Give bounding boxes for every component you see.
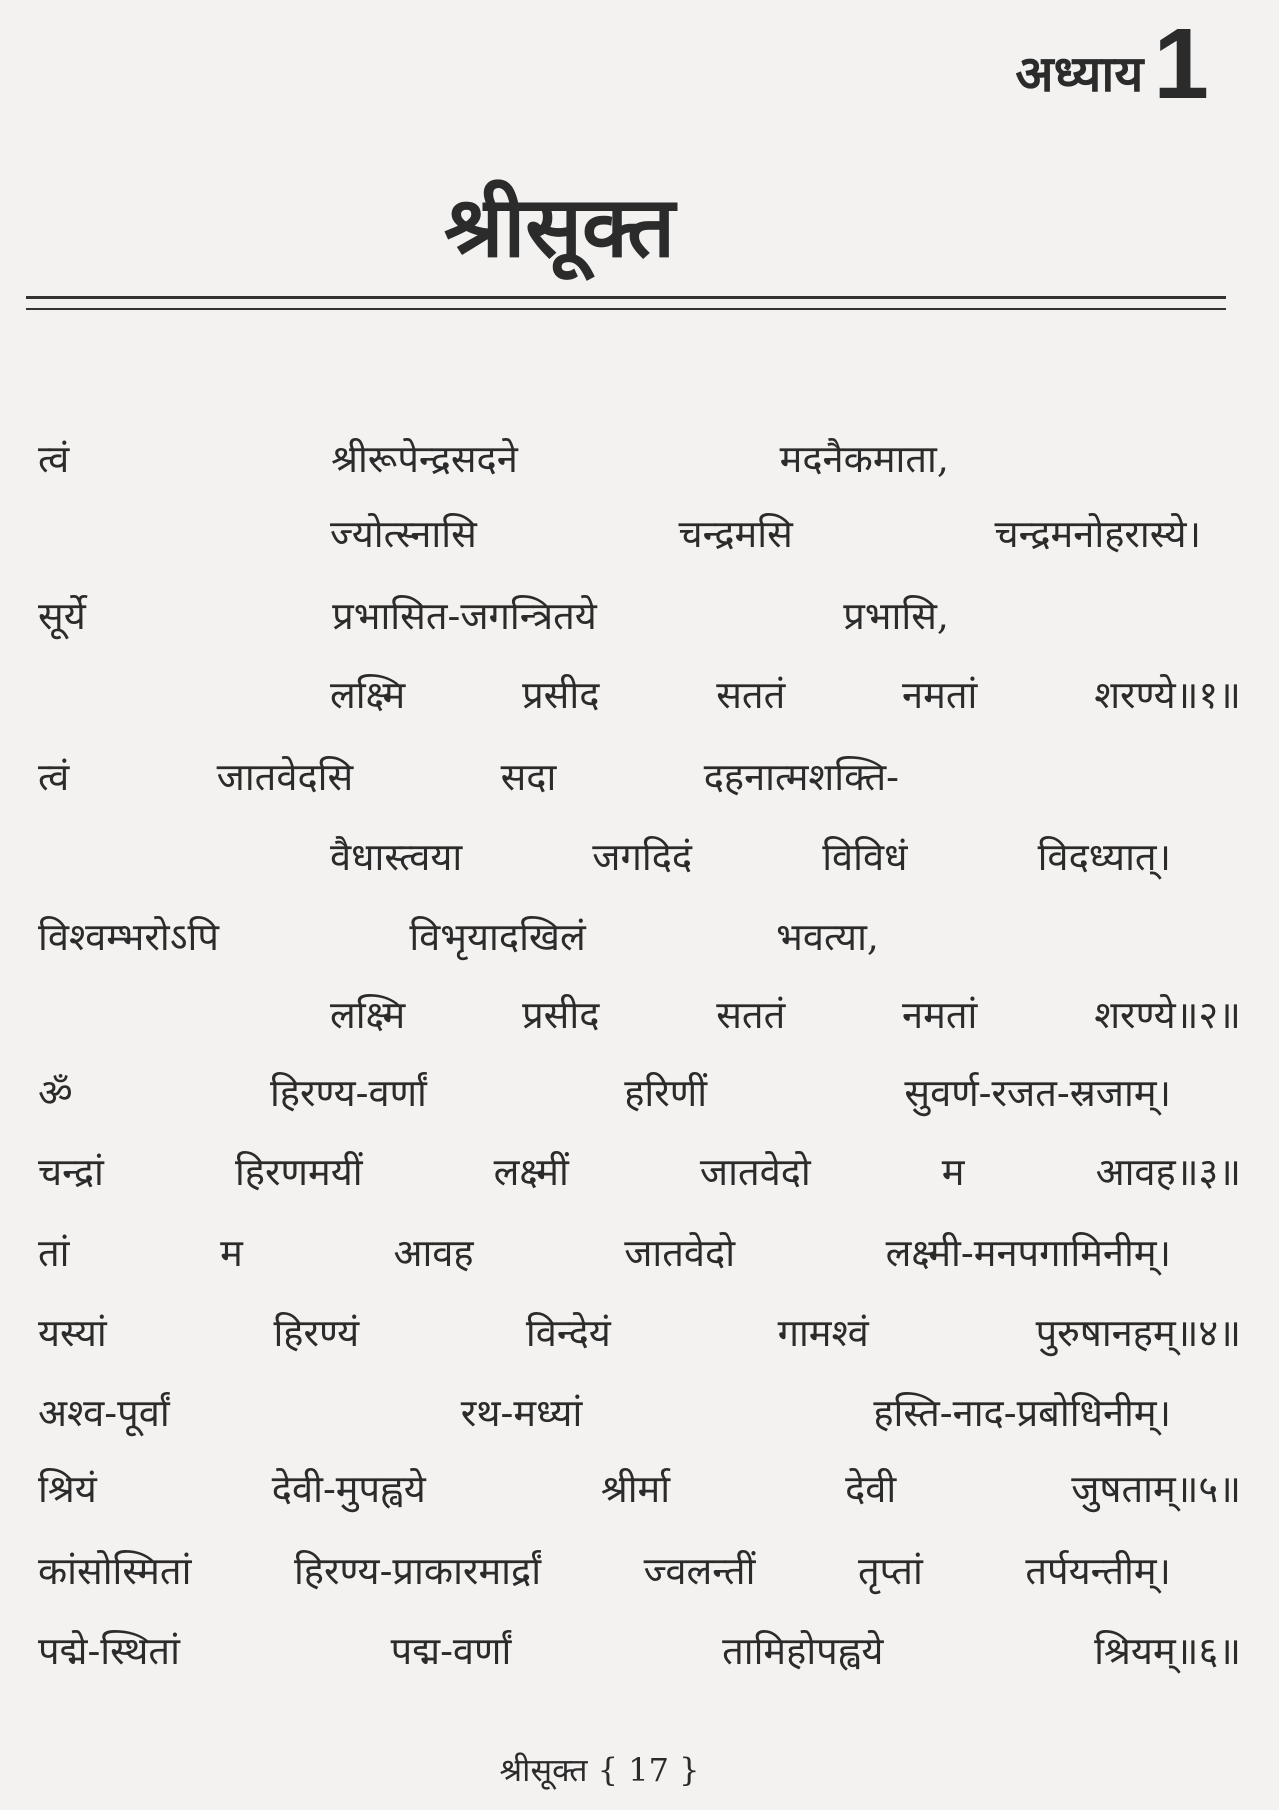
verse-line bbox=[38, 1549, 1171, 1593]
verse-word: म bbox=[941, 1150, 965, 1194]
verse-word: गामश्वं bbox=[777, 1311, 869, 1355]
verse-word: त्वं bbox=[38, 755, 70, 799]
chapter-number: 1 bbox=[1153, 8, 1209, 120]
verse-word: विविधं bbox=[822, 835, 908, 879]
verse-word: लक्ष्मीं bbox=[493, 1150, 569, 1194]
verse-word: तर्पयन्तीम्। bbox=[1025, 1549, 1171, 1593]
verse-word: वैधास्त्वया bbox=[330, 835, 463, 879]
verse-word: विदध्यात्। bbox=[1037, 835, 1171, 879]
verse-word: शरण्ये॥१॥ bbox=[1094, 673, 1241, 717]
verse-word: हरिणीं bbox=[624, 1071, 708, 1115]
verse-word: विभृयादखिलं bbox=[409, 915, 586, 959]
verse-line bbox=[38, 915, 879, 959]
verse-word: मदनैकमाता, bbox=[779, 437, 949, 481]
verse-line bbox=[38, 1467, 1241, 1511]
verse-word: श्रीर्मा bbox=[600, 1467, 671, 1511]
verse-word: हिरण्य-वर्णां bbox=[269, 1071, 427, 1115]
verse-word: यस्यां bbox=[38, 1311, 107, 1355]
page-footer bbox=[0, 1748, 1239, 1791]
verse-word: आवह॥३॥ bbox=[1095, 1150, 1241, 1194]
verse-line bbox=[38, 1071, 1171, 1115]
verse-word: ज्योत्स्नासि bbox=[330, 512, 477, 556]
verse-line bbox=[38, 1311, 1241, 1355]
verse-word: श्रियं bbox=[38, 1467, 97, 1511]
verse-line bbox=[330, 512, 1201, 556]
verse-word: नमतां bbox=[902, 673, 978, 717]
verse-word: देवी bbox=[845, 1467, 897, 1511]
verse-word: सदा bbox=[500, 755, 557, 799]
verse-word: तामिहोपह्वये bbox=[722, 1629, 884, 1673]
verse-word: चन्द्रमसि bbox=[678, 512, 793, 556]
page-number: { 17 } bbox=[597, 1751, 700, 1789]
verse-word: भवत्या, bbox=[776, 915, 879, 959]
verse-word: दहनात्मशक्ति- bbox=[703, 755, 899, 799]
verse-word: पद्म-वर्णां bbox=[390, 1629, 512, 1673]
verse-line bbox=[38, 1150, 1241, 1194]
verse-word: म bbox=[220, 1231, 243, 1275]
verse-line bbox=[38, 594, 949, 638]
verse-line bbox=[330, 993, 1241, 1037]
verse-word: हस्ति-नाद-प्रबोधिनीम्। bbox=[873, 1391, 1171, 1435]
verse-word: ॐ bbox=[38, 1071, 73, 1115]
verse-word: चन्द्रमनोहरास्ये। bbox=[994, 512, 1201, 556]
verse-word: कांसोस्मितां bbox=[38, 1549, 192, 1593]
verse-word: लक्ष्मि bbox=[330, 673, 406, 717]
verse-line bbox=[38, 1629, 1241, 1673]
verse-word: प्रसीद bbox=[522, 993, 600, 1037]
verse-line bbox=[38, 1231, 1171, 1275]
verse-word: हिरणमयीं bbox=[234, 1150, 363, 1194]
verse-word: जुषताम्॥५॥ bbox=[1071, 1467, 1241, 1511]
verse-word: नमतां bbox=[902, 993, 978, 1037]
verse-word: श्रियम्॥६॥ bbox=[1094, 1629, 1241, 1673]
verse-word: सुवर्ण-रजत-स्रजाम्। bbox=[904, 1071, 1171, 1115]
verse-word: त्वं bbox=[38, 437, 70, 481]
verse-word: सततं bbox=[716, 993, 786, 1037]
verse-word: जातवेदसि bbox=[216, 755, 354, 799]
verse-word: सूर्ये bbox=[38, 594, 86, 638]
footer-title: श्रीसूक्त bbox=[499, 1751, 588, 1789]
verse-word: प्रभासि, bbox=[843, 594, 949, 638]
verse-word: लक्ष्मि bbox=[330, 993, 406, 1037]
title-rule-thick bbox=[26, 296, 1226, 299]
verse-word: ज्वलन्तीं bbox=[643, 1549, 756, 1593]
chapter-header bbox=[1015, 8, 1209, 120]
verse-word: विश्वम्भरोऽपि bbox=[38, 915, 219, 959]
verse-word: सततं bbox=[716, 673, 786, 717]
verse-line bbox=[330, 835, 1171, 879]
title-rule-thin bbox=[26, 308, 1226, 310]
verse-line bbox=[38, 755, 899, 799]
verse-word: रथ-मध्यां bbox=[460, 1391, 583, 1435]
verse-word: लक्ष्मी-मनपगामिनीम्। bbox=[885, 1231, 1171, 1275]
verse-word: शरण्ये॥२॥ bbox=[1094, 993, 1241, 1037]
verse-word: जातवेदो bbox=[624, 1231, 736, 1275]
verse-word: अश्व-पूर्वां bbox=[38, 1391, 170, 1435]
verse-word: प्रभासित-जगन्त्रितये bbox=[332, 594, 597, 638]
verse-line bbox=[38, 437, 949, 481]
verse-word: हिरण्य-प्राकारमार्द्रां bbox=[293, 1549, 542, 1593]
verse-line bbox=[330, 673, 1241, 717]
verse-word: आवह bbox=[393, 1231, 474, 1275]
page-title: श्रीसूक्त bbox=[444, 178, 675, 276]
verse-word: श्रीरूपेन्द्रसदने bbox=[331, 437, 518, 481]
verse-word: तृप्तां bbox=[857, 1549, 923, 1593]
verse-word: तां bbox=[38, 1231, 70, 1275]
verse-word: पद्मे-स्थितां bbox=[38, 1629, 180, 1673]
chapter-label: अध्याय bbox=[1015, 45, 1144, 103]
verse-word: हिरण्यं bbox=[273, 1311, 360, 1355]
verse-line bbox=[38, 1391, 1171, 1435]
verse-word: विन्देयं bbox=[525, 1311, 611, 1355]
verse-word: देवी-मुपह्वये bbox=[271, 1467, 426, 1511]
verse-word: जातवेदो bbox=[699, 1150, 811, 1194]
verse-word: चन्द्रां bbox=[38, 1150, 104, 1194]
verse-word: पुरुषानहम्॥४॥ bbox=[1035, 1311, 1241, 1355]
verse-word: प्रसीद bbox=[522, 673, 600, 717]
verse-word: जगदिदं bbox=[592, 835, 693, 879]
